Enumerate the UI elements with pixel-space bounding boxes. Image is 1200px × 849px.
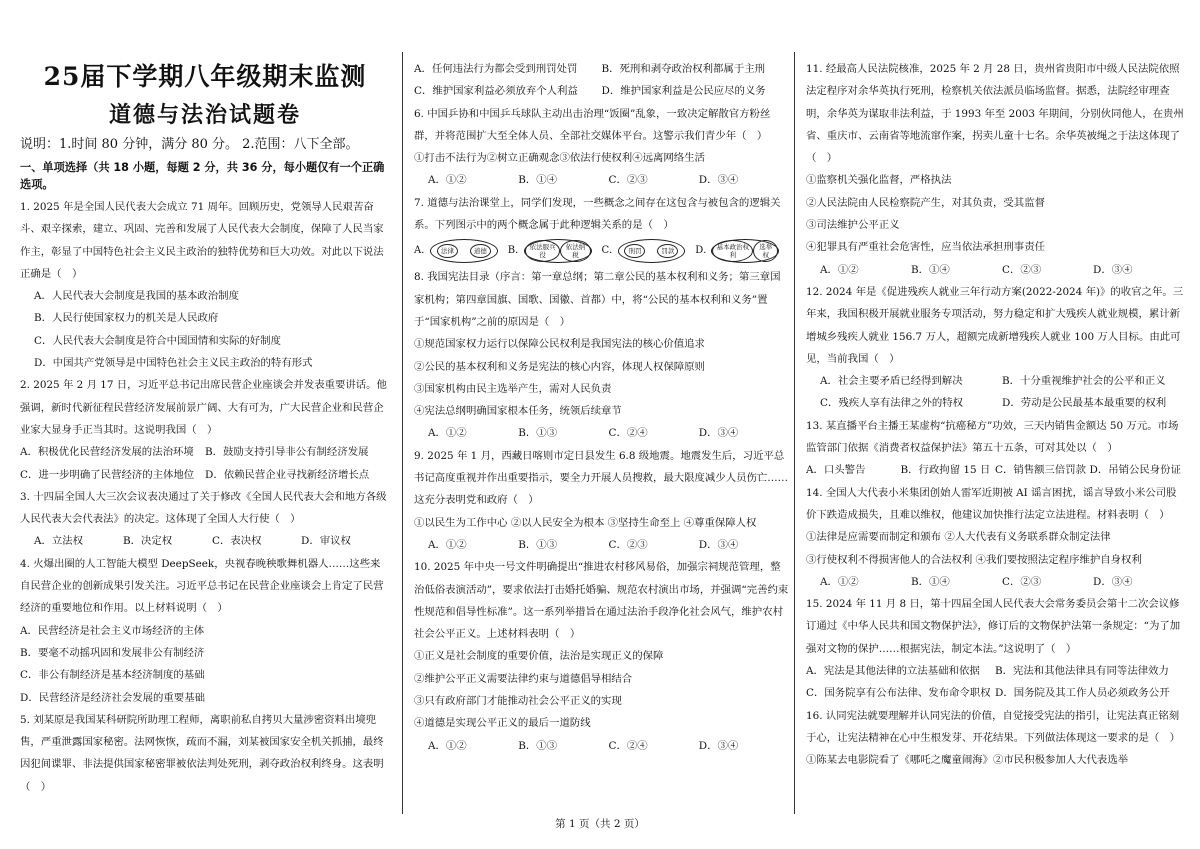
q3-option-a: A．立法权 bbox=[34, 535, 84, 548]
q5-option-d: D．维护国家利益是公民应尽的义务 bbox=[601, 85, 766, 98]
q2-options-row1 bbox=[20, 441, 390, 463]
q14-option-b: B．①④ bbox=[911, 575, 950, 588]
q7-diagram-b-outer: 依法服兵役 bbox=[525, 240, 561, 262]
q7-diagram-a-label: A． bbox=[414, 245, 432, 257]
q8-item-4: ④宪法总纲明确国家根本任务，统领后续章节 bbox=[414, 405, 622, 418]
q11-item-1: ①监察机关强化监督，严格执法 bbox=[806, 174, 952, 187]
q5-option-b: B．死刑和剥夺政治权利都属于主刑 bbox=[601, 63, 765, 75]
q11-option-b: B．①④ bbox=[911, 263, 950, 276]
column-2 bbox=[414, 58, 789, 757]
q3-option-c: C．表决权 bbox=[212, 535, 262, 548]
q11-item-3: ③司法维护公平正义 bbox=[806, 219, 900, 232]
q10-option-d: D．③④ bbox=[698, 739, 739, 752]
q10-item-2: ②维护公平正义需要法律约束与道德倡导相结合 bbox=[414, 672, 633, 685]
q14-option-a: A．①② bbox=[820, 575, 859, 588]
q8-option-b: B．①③ bbox=[518, 427, 558, 440]
q8-item-2: ②公民的基本权利和义务是宪法的核心内容，体现人权保障原则 bbox=[414, 360, 705, 373]
question-12: 12. 2024 年是《促进残疾人就业三年行动方案(2022-2024 年)》的收官之年。三年来，我国积极开展就业服务专项活动，努力稳定和扩大残疾人就业规模，累计新增城乡残疾人就业 156.7 万人，超额完成新增残疾人就业 100 万人目标。由此可见，当前我国（ ） bbox=[806, 285, 1184, 365]
q12-option-b: B．十分重视维护社会的公平和正义 bbox=[1002, 375, 1166, 388]
q2-option-a: A．积极优化民营经济发展的法治环境 bbox=[20, 446, 194, 459]
q1-option-b: B．人民行使国家权力的机关是人民政府 bbox=[34, 312, 219, 325]
q15-option-d: D．国务院及其工作人员必须政务公开 bbox=[995, 687, 1170, 700]
q15-options-row2 bbox=[806, 682, 1184, 704]
question-14: 14. 全国人大代表小米集团创始人雷军近期被 AI 谣言困扰，谣言导致小米公司股价下跌造成损失，且难以维权，他建议加快推行法定立法进程。材料表明（ ） bbox=[806, 486, 1177, 521]
q9-option-a: A．①② bbox=[428, 538, 467, 551]
q7-diagram-b bbox=[524, 239, 592, 263]
question-6: 6. 中国乒协和中国乒乓球队主动出击治理“饭圈”乱象，一致决定解散官方粉丝群，并将范围扩大至全体人员、全部社交媒体平台。这警示我们青少年（ ） bbox=[414, 107, 771, 142]
q2-options-row2 bbox=[20, 464, 390, 486]
q7-diagram-a-inner: 道德 bbox=[470, 244, 491, 258]
exam-note: 说明：1.时间 80 分钟，满分 80 分。 2.范围：八下全部。 bbox=[20, 137, 359, 152]
q1-option-c: C．人民代表大会制度是符合中国国情和实际的好制度 bbox=[34, 334, 281, 347]
q6-option-c: C．②③ bbox=[608, 174, 648, 187]
q9-items: ①以民生为工作中心 ②以人民安全为根本 ③坚持生命至上 ④尊重保障人权 bbox=[414, 516, 757, 529]
q11-option-d: D．③④ bbox=[1093, 263, 1133, 276]
q11-option-a: A．①② bbox=[820, 263, 859, 276]
q8-item-3: ③国家机构由民主选举产生，需对人民负责 bbox=[414, 382, 612, 395]
q12-option-c: C．残疾人享有法律之外的特权 bbox=[820, 397, 964, 410]
question-7: 7. 道德与法治课堂上，同学们发现，一些概念之间存在这包含与被包含的逻辑关系。下列图示中的两个概念属于此种逻辑关系的是（ ） bbox=[414, 196, 781, 232]
q9-option-b: B．①③ bbox=[518, 538, 558, 551]
q14-items-2: ③行使权利不得损害他人的合法权利 ④我们要按照法定程序维护自身权利 bbox=[806, 553, 1142, 566]
q1-option-a: A．人民代表大会制度是我国的基本政治制度 bbox=[34, 290, 239, 303]
section-heading: 一、单项选择（共 18 小题，每题 2 分，共 36 分，每小题仅有一个正确选项。 bbox=[20, 161, 385, 191]
q2-option-d: D．依赖民营企业寻找新经济增长点 bbox=[205, 468, 370, 481]
q4-option-b: B．要毫不动摇巩固和发展非公有制经济 bbox=[20, 646, 205, 659]
q7-diagram-d bbox=[711, 239, 779, 263]
q15-option-b: B．宪法和其他法律具有同等法律效力 bbox=[995, 665, 1169, 678]
q10-option-a: A．①② bbox=[428, 739, 467, 752]
q13-option-b: B．行政拘留 15 日 bbox=[900, 464, 991, 477]
q7-diagram-c-outer: 刑罚 bbox=[624, 244, 645, 258]
question-3: 3. 十四届全国人大三次会议表决通过了关于修改《全国人民代表大会和地方各级人民代表大会代表法》的决定。这体现了全国人大行使（ ） bbox=[20, 490, 387, 526]
q8-option-c: C．②④ bbox=[608, 427, 648, 440]
q1-option-d: D．中国共产党领导是中国特色社会主义民主政治的特有形式 bbox=[34, 357, 313, 370]
q10-option-c: C．②④ bbox=[608, 739, 648, 752]
q15-options-row1 bbox=[806, 660, 1184, 682]
q13-options bbox=[806, 459, 1184, 481]
q5-option-a: A．任何违法行为都会受到刑罚处罚 bbox=[414, 63, 578, 75]
exam-subtitle: 道德与法治试题卷 bbox=[108, 102, 301, 128]
q12-option-d: D．劳动是公民最基本最重要的权利 bbox=[1002, 397, 1167, 410]
q8-option-a: A．①② bbox=[428, 427, 467, 440]
question-15: 15. 2024 年 11 月 8 日，第十四届全国人民代表大会常务委员会第十二次会议修订通过《中华人民共和国文物保护法》，修订后的文物保护法第一条规定：“为了加强对文物的保护……根据宪法，制定本法。”这说明了（ ） bbox=[806, 598, 1181, 655]
question-1: 1. 2025 年是全国人民代表大会成立 71 周年。回顾历史，党领导人民艰苦奋斗、艰辛探索，建立、巩固、完善和发展了人民代表大会制度，保障了人民当家作主，彰显了中国特色社会主义民主政治的独特优势和巨大功效。对此以下说法正确是（ ） bbox=[20, 201, 384, 280]
q12-option-a: A．社会主要矛盾已经得到解决 bbox=[820, 375, 963, 388]
q14-option-c: C．②③ bbox=[1002, 575, 1042, 588]
q13-option-a: A．口头警告 bbox=[806, 464, 866, 477]
column-1 bbox=[20, 58, 390, 798]
q7-diagram-d-outer: 基本政治权利 bbox=[712, 240, 753, 262]
q5-options-row1 bbox=[414, 58, 789, 80]
q7-diagram-a-outer: 法律 bbox=[437, 244, 458, 258]
q10-item-4: ④道德是实现公平正义的最后一道防线 bbox=[414, 717, 591, 730]
q12-options-row1 bbox=[806, 370, 1184, 392]
q6-option-b: B．①④ bbox=[518, 174, 558, 187]
q3-option-d: D．审议权 bbox=[301, 535, 351, 548]
q13-option-c: C．销售额三倍罚款 bbox=[995, 464, 1087, 477]
page-footer: 第 1 页（共 2 页） bbox=[555, 818, 645, 830]
q10-option-b: B．①③ bbox=[518, 739, 558, 752]
question-11: 11. 经最高人民法院核准，2025 年 2 月 28 日，贵州省贵阳市中级人民法院依照法定程序对余华英执行死刑，检察机关依法派员临场监督。据悉，法院经审理查明，余华英为谋取非法利益，于 1993 年至 2003 年期间，分别伙同他人，在贵州省、重庆市、云南省等地流窜作案，拐卖儿童十七名。余华英被绳之于法这体现了（ ） bbox=[806, 63, 1184, 165]
q10-options bbox=[414, 735, 789, 757]
q8-item-1: ①规范国家权力运行以保障公民权利是我国宪法的核心价值追求 bbox=[414, 338, 705, 351]
q7-diagram-c-inner: 罚款 bbox=[657, 244, 678, 258]
q8-option-d: D．③④ bbox=[698, 427, 739, 440]
q11-option-c: C．②③ bbox=[1002, 263, 1042, 276]
q7-diagram-a bbox=[430, 239, 498, 263]
q7-diagram-d-label: D． bbox=[695, 245, 714, 257]
q12-options-row2 bbox=[806, 392, 1184, 414]
q4-option-a: A．民营经济是社会主义市场经济的主体 bbox=[20, 624, 205, 637]
column-divider-1 bbox=[402, 52, 403, 814]
question-2: 2. 2025 年 2 月 17 日，习近平总书记出席民营企业座谈会并发表重要讲话。他强调，新时代新征程民营经济发展前景广阔、大有可为，广大民营企业和民营企业家大显身手正当其时。这说明我国（ ） bbox=[20, 379, 387, 436]
q7-diagram-b-label: B． bbox=[507, 245, 526, 257]
q16-items: ①陈某去电影院看了《哪吒之魔童闹海》②市民积极参加人大代表选举 bbox=[806, 754, 1129, 767]
question-5: 5. 刘某原是我国某科研院所助理工程师，离职前私自拷贝大量涉密资料出境兜售，严重泄露国家秘密。法网恢恢，疏而不漏，刘某被国家安全机关抓捕，最终因犯间谍罪、非法提供国家秘密罪被依法判处死刑，剥夺政治权利终身。这表明（ ） bbox=[20, 713, 384, 793]
question-16: 16. 认同宪法就要理解并认同宪法的价值，自觉接受宪法的指引，让宪法真正铭刻于心，让宪法精神在心中生根发芽、开花结果。下列做法体现这一要求的是（ ） bbox=[806, 709, 1181, 744]
q6-option-d: D．③④ bbox=[698, 174, 739, 187]
q14-option-d: D．③④ bbox=[1093, 575, 1133, 588]
question-9: 9. 2025 年 1 月，西藏日喀则市定日县发生 6.8 级地震。地震发生后，习近平总书记高度重视并作出重要指示，要全力开展人员搜救，最大限度减少人员伤亡……这充分表明党和政府（ ） bbox=[414, 449, 789, 507]
q9-option-c: C．②③ bbox=[608, 538, 648, 551]
exam-title: 25届下学期八年级期末监测 bbox=[43, 62, 367, 91]
question-4: 4. 火爆出圈的人工智能大模型 DeepSeek，央视春晚秧歌舞机器人……这些来自民营企业的创新成果引发关注。习近平总书记在民营企业座谈会上肯定了民营经济的重要地位和作用。以上材料说明（ ） bbox=[20, 557, 384, 615]
q15-option-c: C．国务院享有公布法律、发布命令职权 bbox=[806, 687, 991, 700]
question-8: 8. 我国宪法目录（序言：第一章总纲；第二章公民的基本权利和义务；第三章国家机构；第四章国旗、国歌、国徽、首都）中，将“公民的基本权利和义务”置于“国家机构”之前的原因是（ ） bbox=[414, 271, 781, 328]
column-divider-2 bbox=[794, 52, 795, 814]
q2-option-b: B．鼓励支持引导非公有制经济发展 bbox=[205, 446, 369, 459]
q9-option-d: D．③④ bbox=[698, 538, 739, 551]
q3-options bbox=[20, 530, 390, 552]
question-10: 10. 2025 年中央一号文件明确提出“推进农村移风易俗，加强宗祠规范管理，整治低俗表演活动”，要求依法打击婚托婚骗、规范农村演出市场，并强调“完善约束性规范和倡导性标准”。这一系列举措旨在通过法治手段净化社会风气，维护农村社会公平正义。上述材料表明（ ） bbox=[414, 561, 789, 641]
question-13: 13. 某直播平台主播王某虚构“抗癌秘方”功效，三天内销售金额达 50 万元。市场监管部门依据《消费者权益保护法》第五十五条，可对其处以（ ） bbox=[806, 419, 1179, 455]
column-3 bbox=[806, 58, 1184, 772]
q14-items-1: ①法律是应需要而制定和颁布 ②人大代表有义务联系群众制定法律 bbox=[806, 531, 1111, 544]
q11-options bbox=[806, 259, 1184, 281]
q2-option-c: C．进一步明确了民营经济的主体地位 bbox=[20, 468, 195, 481]
q10-item-1: ①正义是社会制度的重要价值，法治是实现正义的保障 bbox=[414, 650, 664, 663]
q4-option-d: D．民营经济是经济社会发展的重要基础 bbox=[20, 691, 205, 704]
q3-option-b: B．决定权 bbox=[123, 535, 173, 548]
q7-diagrams bbox=[414, 237, 789, 265]
q7-diagram-d-inner: 选举权 bbox=[753, 240, 778, 262]
q6-option-a: A．①② bbox=[428, 174, 467, 187]
q9-options bbox=[414, 534, 789, 556]
q13-option-d: D．吊销公民身份证 bbox=[1089, 464, 1181, 477]
q6-options bbox=[414, 169, 789, 191]
q4-option-c: C．非公有制经济是基本经济制度的基础 bbox=[20, 669, 205, 682]
q10-item-3: ③只有政府部门才能推动社会公平正义的实现 bbox=[414, 695, 622, 708]
q7-diagram-c bbox=[618, 239, 686, 263]
q11-item-4: ④犯罪具有严重社会危害性，应当依法承担刑事责任 bbox=[806, 241, 1045, 254]
q11-item-2: ②人民法院由人民检察院产生，对其负责，受其监督 bbox=[806, 196, 1045, 209]
q14-options bbox=[806, 571, 1184, 593]
q15-option-a: A．宪法是其他法律的立法基础和依据 bbox=[806, 665, 980, 678]
q8-options bbox=[414, 422, 789, 444]
q6-items: ①打击不法行为②树立正确观念③依法行使权利④远离网络生活 bbox=[414, 152, 705, 165]
q5-option-c: C．维护国家利益必须放弃个人利益 bbox=[414, 85, 578, 98]
q7-diagram-c-label: C． bbox=[601, 245, 620, 257]
q5-options-row2 bbox=[414, 80, 789, 102]
q7-diagram-b-inner: 依法纳税 bbox=[560, 240, 590, 262]
